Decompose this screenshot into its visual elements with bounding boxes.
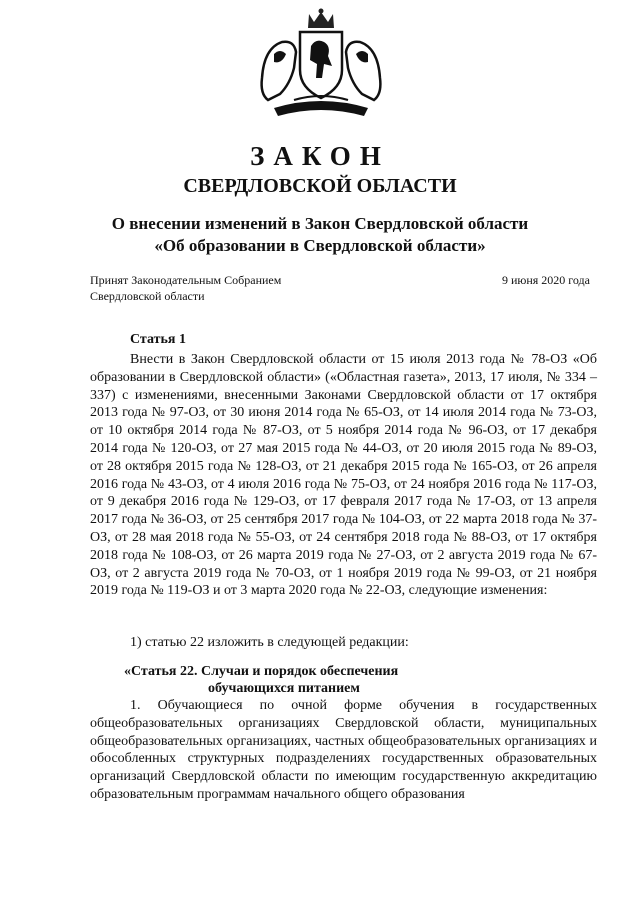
article-22-heading-line-2: обучающихся питанием [208, 681, 360, 696]
adoption-line-1: Принят Законодательным Собранием [90, 273, 282, 287]
region-title: СВЕРДЛОВСКОЙ ОБЛАСТИ [183, 175, 457, 197]
article-22-heading-line-1: «Статья 22. Случаи и порядок обеспечения [124, 664, 399, 679]
amendment-item-1: 1) статью 22 изложить в следующей редакции: [130, 635, 409, 650]
adoption-line-2: Свердловской области [90, 289, 205, 303]
article-1-heading: Статья 1 [130, 332, 186, 347]
adoption-date: 9 июня 2020 года [501, 273, 590, 287]
coat-of-arms-icon [254, 8, 388, 122]
adoption-body [90, 272, 281, 304]
law-subject [0, 213, 640, 257]
article-1-text: Внести в Закон Свердловской области от 15 июля 2013 года № 78-ОЗ «Об образовании в Свердловской области» («Областная газета», 2013, 17 июля, № 334 – 337) с изменениями, внесенными Законами Свердловской области от 17 октября 2013 года № 97-ОЗ, от 30 июня 2014 года № 65-ОЗ, от 14 июля 2014 года № 73-ОЗ, от 10 октября 2014 года № 87-ОЗ, от 5 ноября 2014 года № 96-ОЗ, от 17 декабря 2014 года № 120-ОЗ, от 27 мая 2015 года № 44-ОЗ, от 20 июля 2015 года № 89-ОЗ, от 28 октября 2015 года № 128-ОЗ, от 21 декабря 2015 года № 165-ОЗ, от 26 апреля 2016 года № 43-ОЗ, от 4 июля 2016 года № 75-ОЗ, от 24 ноября 2016 года № 117-ОЗ, от 9 декабря 2016 года № 129-ОЗ, от 17 февраля 2017 года № 17-ОЗ, от 13 апреля 2017 года № 36-ОЗ, от 25 сентября 2017 года № 104-ОЗ, от 22 марта 2018 года № 37-ОЗ, от 28 мая 2018 года № 55-ОЗ, от 24 сентября 2018 года № 88-ОЗ, от 17 октября 2018 года № 108-ОЗ, от 26 марта 2019 года № 27-ОЗ, от 2 августа 2019 года № 67-ОЗ, от 2 августа 2019 года № 70-ОЗ, от 1 ноября 2019 года № 99-ОЗ, от 21 ноября 2019 года № 119-ОЗ и от 3 марта 2020 года № 22-ОЗ, следующие изменения: [90, 352, 597, 599]
subject-line-1: О внесении изменений в Закон Свердловской области [111, 214, 529, 233]
article-22-heading [124, 663, 444, 697]
article-22-paragraph-1: 1. Обучающиеся по очной форме обучения в государственных общеобразовательных организациях Свердловской области, муниципальных общеобразовательных организациях, частных общеобразовательных организациях и обособленных структурных подразделениях государственных образовательных организаций Свердловской области по имеющим государственную аккредитацию образовательным программам начального общего образования [90, 698, 597, 802]
law-title: ЗАКОН [250, 141, 390, 171]
subject-line-2: «Об образовании в Свердловской области» [154, 236, 486, 255]
